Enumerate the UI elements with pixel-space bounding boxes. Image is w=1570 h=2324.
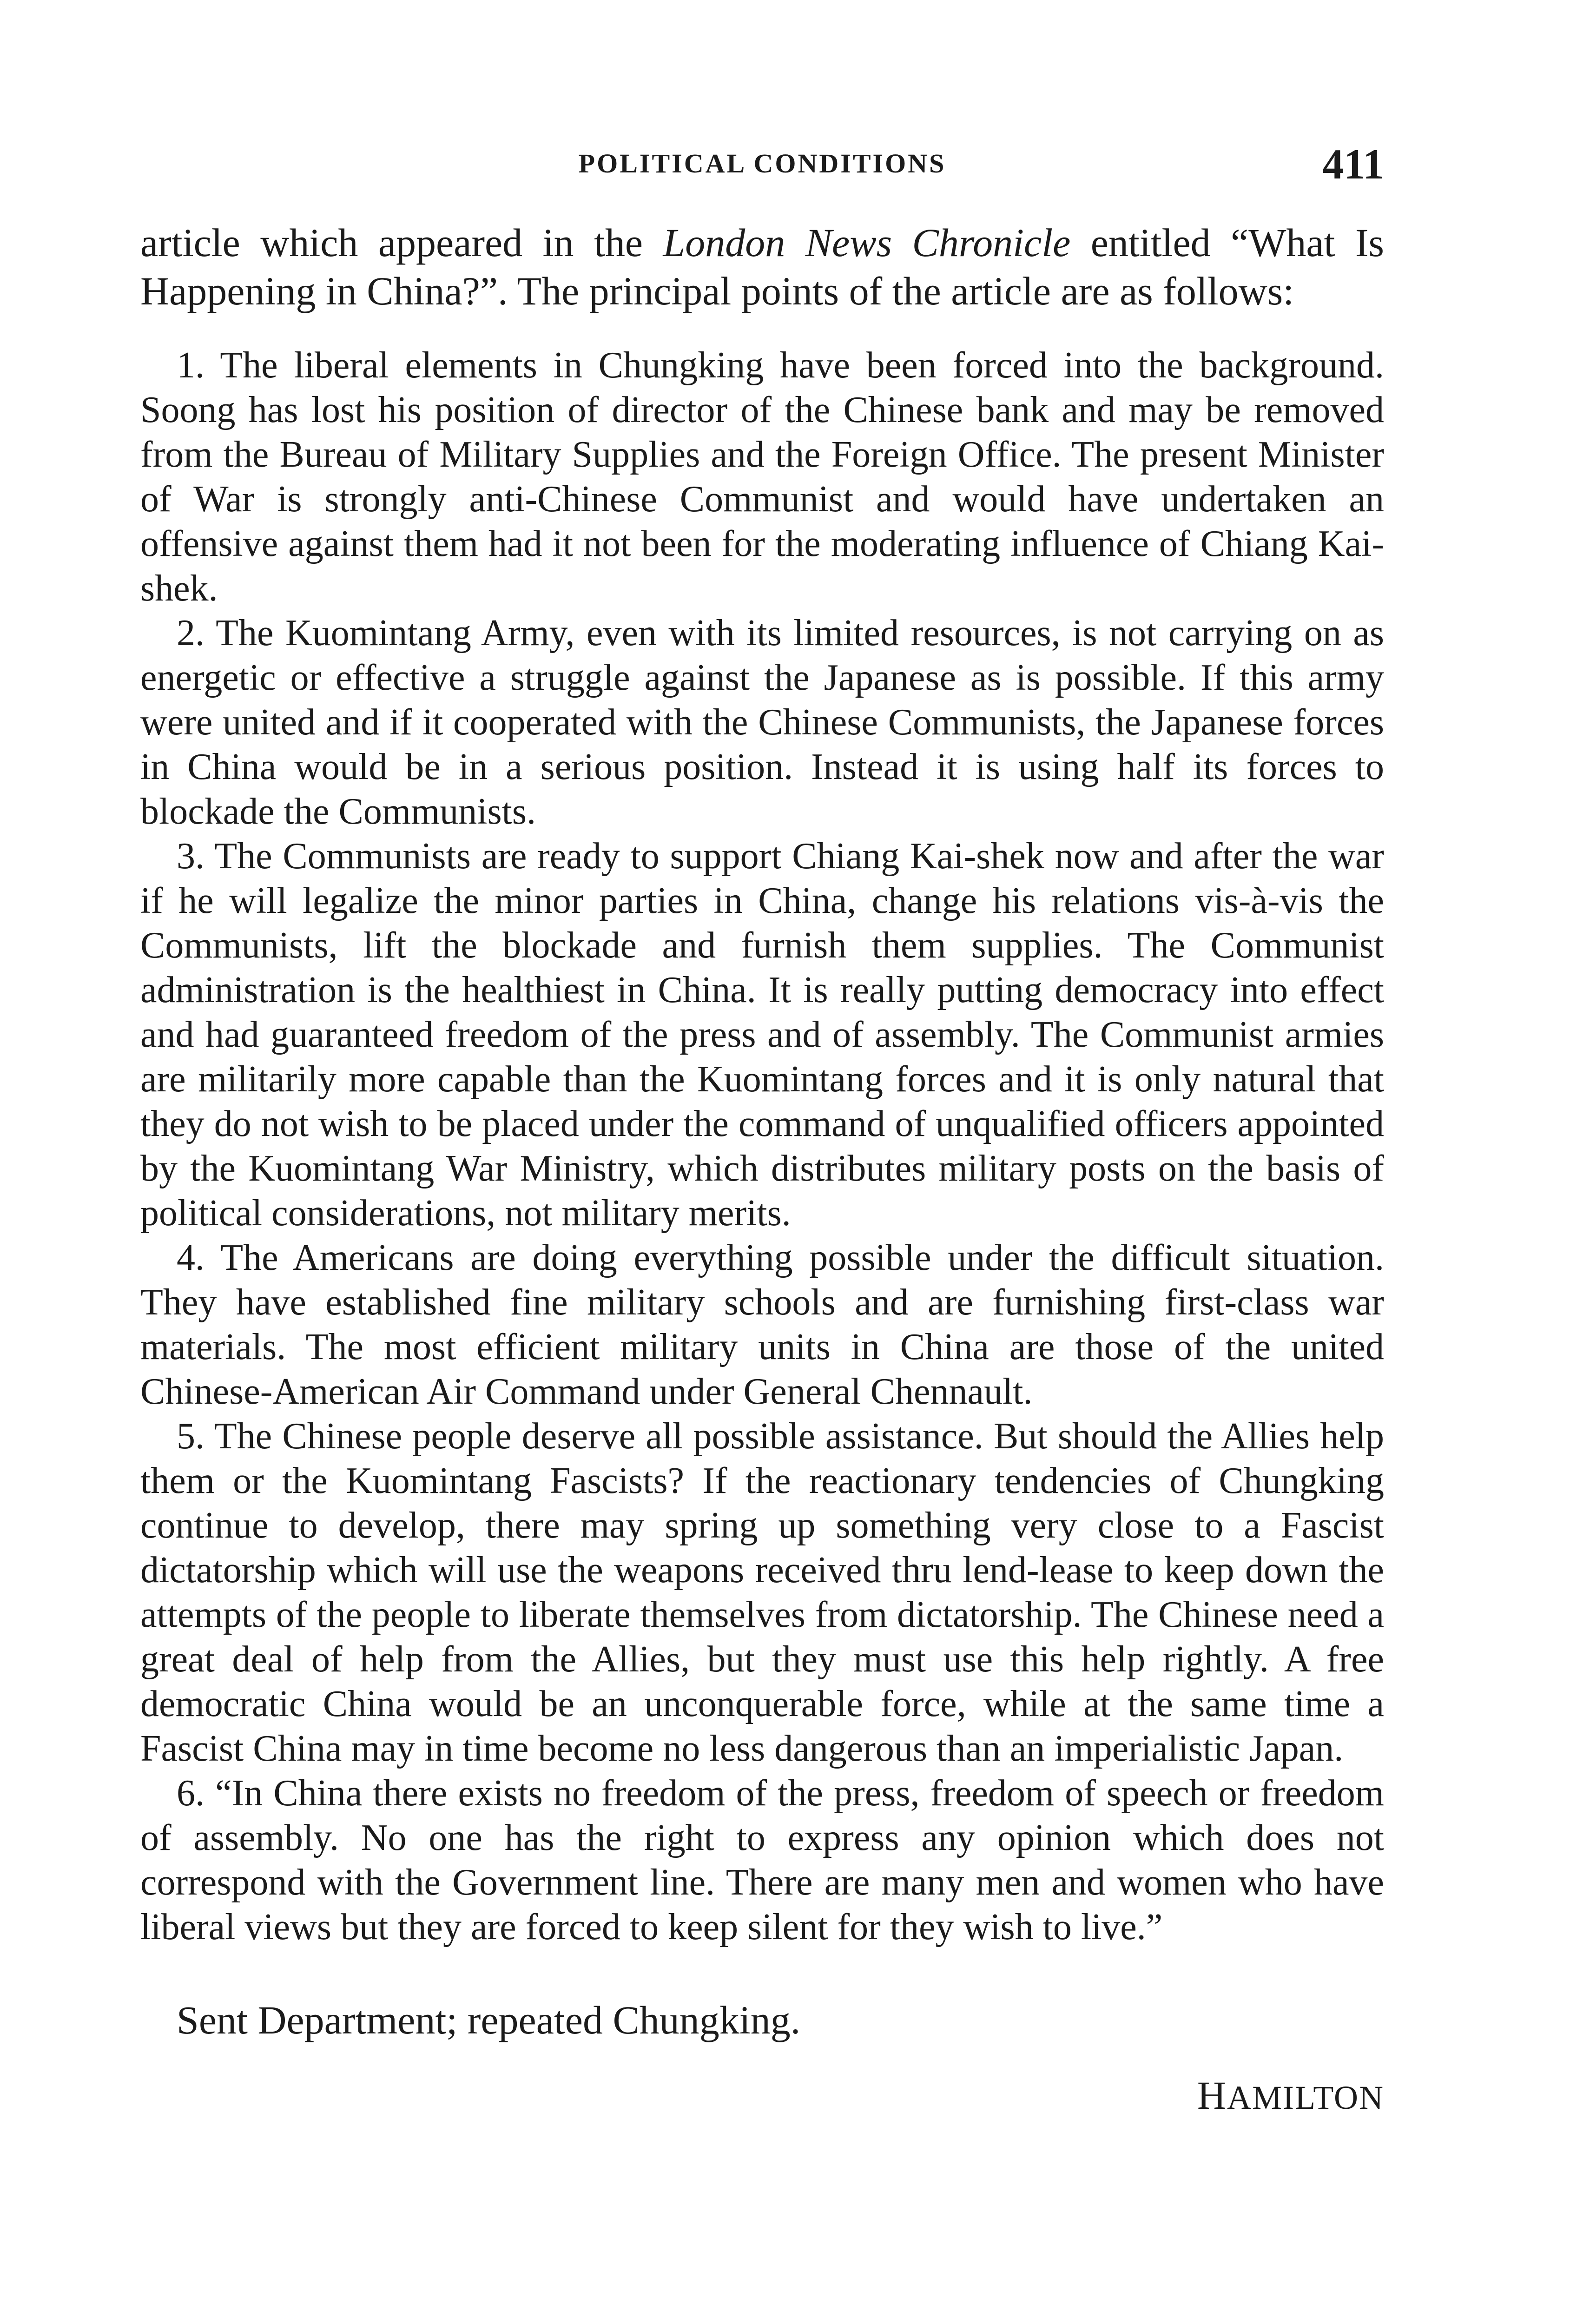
point-3: 3. The Communists are ready to support Chiang Kai-shek now and after the war if he will legalize the minor parties in China, change his relations vis-à-vis the Communists, lift the blockade and furnish them supplies. The Communist administration is the healthiest in China. It is really putting democracy into effect and had guaranteed freedom of the press and of assembly. The Communist armies are militarily more capable than the Kuomintang forces and it is only natural that they do not wish to be placed under the command of unqualified officers appointed by the Kuomintang War Ministry, which distributes military posts on the basis of political considerations, not military merits.: [140, 836, 1384, 1234]
point-1: 1. The liberal elements in Chungking have been forced into the background. Soong has lost his position of director of the Chinese bank and may be removed from the Bureau of Military Supplies and the Foreign Office. The present Minister of War is strongly anti-Chinese Communist and would have undertaken an offensive against them had it not been for the moderating influence of Chiang Kai-shek.: [140, 345, 1384, 609]
intro-text-before: article which appeared in the: [140, 220, 663, 265]
intro-paragraph: [140, 218, 1384, 315]
signature-rest: AMILTON: [1227, 2079, 1384, 2116]
point-5: 5. The Chinese people deserve all possible assistance. But should the Allies help them or the Kuomintang Fascists? If the reactionary tendencies of Chungking continue to develop, there may spring up something very close to a Fascist dictatorship which will use the weapons received thru lend-lease to keep down the attempts of the people to liberate themselves from dictatorship. The Chinese need a great deal of help from the Allies, but they must use this help rightly. A free democratic China would be an unconquerable force, while at the same time a Fascist China may in time become no less dangerous than an imperialistic Japan.: [140, 1416, 1384, 1769]
body-text: [140, 218, 1384, 2119]
running-head: [140, 139, 1384, 191]
intro-text-after: entitled “What Is Happening in China?”. The principal points of the article are as follows:: [140, 220, 1384, 313]
newspaper-title: London News Chronicle: [663, 220, 1071, 265]
signature-initial: H: [1197, 2073, 1227, 2118]
point-2: 2. The Kuomintang Army, even with its limited resources, is not carrying on as energetic or effective a struggle against the Japanese as is possible. If this army were united and if it cooperated with the Chinese Communists, the Japanese forces in China would be in a serious position. Instead it is using half its forces to blockade the Communists.: [140, 613, 1384, 832]
point-4: 4. The Americans are doing everything possible under the difficult situation. They have established fine military schools and are furnishing first-class war materials. The most efficient military units in China are those of the united Chinese-American Air Command under General Chennault.: [140, 1237, 1384, 1412]
point-6: 6. “In China there exists no freedom of the press, freedom of speech or freedom of assembly. No one has the right to express any opinion which does not correspond with the Government line. There are many men and women who have liberal views but they are forced to keep silent for they wish to live.”: [140, 1773, 1384, 1948]
signature: [140, 2072, 1384, 2119]
running-title: POLITICAL CONDITIONS: [578, 148, 946, 178]
sent-line: Sent Department; repeated Chungking.: [177, 1998, 801, 2042]
page-number: 411: [1322, 140, 1384, 188]
